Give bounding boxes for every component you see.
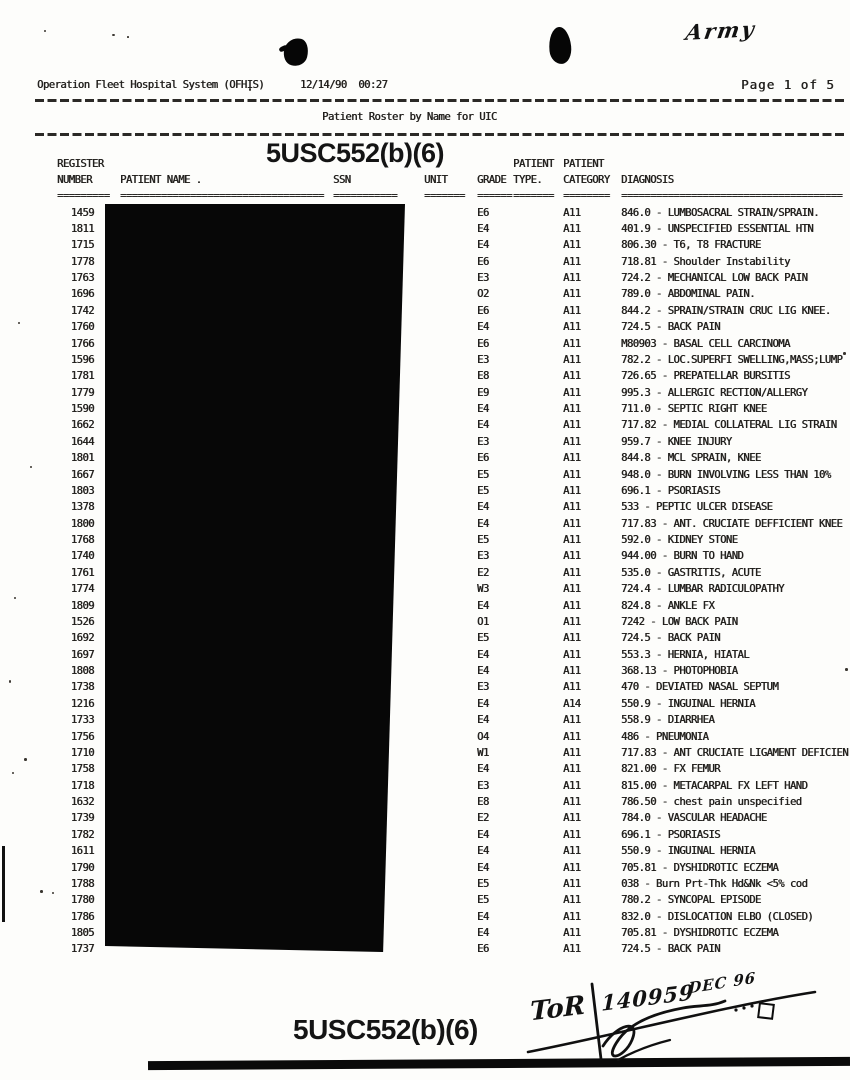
- col-header-register-1: REGISTER: [57, 158, 104, 170]
- category-cell: A11: [563, 452, 581, 465]
- handwritten-number: 140959: [601, 979, 695, 1016]
- ink-blob: [281, 36, 311, 69]
- category-cell: A11: [563, 272, 581, 284]
- col-header-category-2: CATEGORY: [563, 174, 610, 186]
- register-cell: 1459: [70, 206, 94, 219]
- register-cell: 1692: [70, 632, 94, 645]
- diagnosis-cell: 846.0 - LUMBOSACRAL STRAIN/SPRAIN.: [621, 206, 819, 219]
- category-cell: A11: [563, 599, 581, 612]
- category-cell: A11: [563, 910, 581, 923]
- category-cell: A11: [563, 779, 581, 792]
- diagnosis-cell: 401.9 - UNSPECIFIED ESSENTIAL HTN: [621, 222, 814, 235]
- grade-cell: E4: [477, 714, 489, 727]
- grade-cell: E4: [477, 910, 489, 923]
- grade-cell: E4: [477, 222, 489, 235]
- col-header-diagnosis: DIAGNOSIS: [621, 174, 674, 186]
- grade-cell: E4: [477, 321, 489, 334]
- scan-speck: [127, 36, 129, 38]
- col-separator-name: ===================================: [120, 190, 324, 202]
- col-separator-grade: ======: [477, 190, 512, 202]
- col-separator-unit: =======: [424, 190, 465, 202]
- grade-cell: E4: [477, 697, 489, 710]
- col-header-ssn: SSN: [333, 174, 351, 186]
- category-cell: A11: [563, 337, 581, 350]
- grade-cell: E4: [477, 517, 489, 530]
- register-cell: 1696: [70, 288, 94, 301]
- register-cell: 1697: [70, 648, 94, 661]
- diagnosis-cell: 592.0 - KIDNEY STONE: [621, 534, 738, 546]
- category-cell: A11: [563, 386, 581, 399]
- category-cell: A11: [563, 648, 581, 661]
- diagnosis-cell: 696.1 - PSORIASIS: [621, 828, 720, 841]
- diagnosis-cell: 711.0 - SEPTIC RIGHT KNEE: [621, 403, 767, 415]
- grade-cell: E4: [477, 648, 489, 661]
- category-cell: A11: [563, 583, 581, 596]
- register-cell: 1758: [70, 763, 94, 776]
- grade-cell: E4: [477, 927, 489, 939]
- diagnosis-cell: 724.5 - BACK PAIN: [621, 632, 720, 645]
- diagnosis-cell: 959.7 - KNEE INJURY: [621, 435, 732, 448]
- register-cell: 1811: [70, 222, 94, 235]
- diagnosis-cell: 535.0 - GASTRITIS, ACUTE: [621, 566, 761, 579]
- col-header-grade: GRADE: [477, 174, 507, 186]
- register-cell: 1216: [70, 697, 94, 710]
- register-cell: 1761: [70, 566, 94, 579]
- grade-cell: E5: [477, 468, 489, 481]
- category-cell: A11: [563, 845, 581, 858]
- grade-cell: W1: [477, 746, 489, 759]
- handwritten-initials: ToR: [529, 990, 586, 1028]
- diagnosis-cell: 824.8 - ANKLE FX: [621, 599, 715, 612]
- diagnosis-cell: M80903 - BASAL CELL CARCINOMA: [621, 337, 790, 350]
- category-cell: A11: [563, 566, 581, 579]
- category-cell: A11: [563, 943, 581, 956]
- category-cell: A11: [563, 435, 581, 448]
- register-cell: 1782: [70, 828, 94, 841]
- category-cell: A11: [563, 239, 581, 252]
- scan-speck: [44, 30, 46, 32]
- grade-cell: E5: [477, 877, 489, 890]
- diagnosis-cell: 705.81 - DYSHIDROTIC ECZEMA: [621, 861, 779, 874]
- diagnosis-cell: 486 - PNEUMONIA: [621, 730, 709, 743]
- grade-cell: E5: [477, 632, 489, 645]
- register-cell: 1790: [70, 861, 94, 874]
- grade-cell: E4: [477, 861, 489, 874]
- grade-cell: O2: [477, 288, 489, 301]
- register-cell: 1800: [70, 517, 94, 530]
- register-cell: 1778: [70, 255, 94, 268]
- register-cell: 1733: [70, 714, 94, 727]
- category-cell: A11: [563, 812, 581, 825]
- col-separator-ssn: ===========: [333, 190, 398, 202]
- grade-cell: E9: [477, 386, 489, 399]
- diagnosis-cell: 533 - PEPTIC ULCER DISEASE: [621, 501, 773, 514]
- category-cell: A11: [563, 681, 581, 694]
- grade-cell: E6: [477, 304, 489, 317]
- diagnosis-cell: 558.9 - DIARRHEA: [621, 714, 715, 727]
- grade-cell: E3: [477, 353, 489, 366]
- system-title: Operation Fleet Hospital System (OFHIS): [37, 79, 265, 91]
- diagnosis-cell: 717.82 - MEDIAL COLLATERAL LIG STRAIN: [621, 419, 837, 432]
- category-cell: A11: [563, 419, 581, 432]
- grade-cell: E4: [477, 845, 489, 858]
- register-cell: 1632: [70, 796, 94, 808]
- register-cell: 1805: [70, 927, 94, 939]
- category-cell: A11: [563, 665, 581, 677]
- diagnosis-cell: 948.0 - BURN INVOLVING LESS THAN 10%: [621, 468, 831, 481]
- register-cell: 1781: [70, 370, 94, 383]
- grade-cell: E6: [477, 337, 489, 350]
- diagnosis-cell: 724.4 - LUMBAR RADICULOPATHY: [621, 583, 785, 596]
- grade-cell: E4: [477, 763, 489, 776]
- col-header-type-1: PATIENT: [513, 158, 554, 170]
- grade-cell: E4: [477, 828, 489, 841]
- signature-strokes: [500, 972, 845, 1077]
- privacy-act-stamp-bottom: 5USC552(b)(6): [293, 1014, 478, 1045]
- diagnosis-cell: 696.1 - PSORIASIS: [621, 484, 720, 497]
- diagnosis-cell: 782.2 - LOC.SUPERFI SWELLING,MASS;LUMP: [621, 353, 843, 366]
- register-cell: 1662: [70, 419, 94, 432]
- register-cell: 1738: [70, 681, 94, 694]
- grade-cell: E8: [477, 796, 489, 808]
- register-cell: 1715: [70, 239, 94, 252]
- diagnosis-cell: 789.0 - ABDOMINAL PAIN.: [621, 288, 755, 301]
- register-cell: 1780: [70, 894, 94, 907]
- grade-cell: E5: [477, 534, 489, 546]
- register-cell: 1737: [70, 943, 94, 956]
- register-cell: 1766: [70, 337, 94, 350]
- diagnosis-cell: 553.3 - HERNIA, HIATAL: [621, 648, 750, 661]
- diagnosis-cell: 718.81 - Shoulder Instability: [621, 255, 790, 268]
- grade-cell: E4: [477, 665, 489, 677]
- handwritten-army-note: Army: [684, 16, 758, 45]
- category-cell: A11: [563, 501, 581, 514]
- grade-cell: E5: [477, 484, 489, 497]
- register-cell: 1710: [70, 746, 94, 759]
- diagnosis-cell: 717.83 - ANT CRUCIATE LIGAMENT DEFICIEN: [621, 746, 849, 759]
- report-title: Patient Roster by Name for UIC: [322, 111, 497, 123]
- grade-cell: E6: [477, 255, 489, 268]
- register-cell: 1644: [70, 435, 94, 448]
- grade-cell: E4: [477, 239, 489, 252]
- col-header-patient-name: PATIENT NAME .: [120, 174, 202, 186]
- grade-cell: E6: [477, 452, 489, 465]
- category-cell: A11: [563, 746, 581, 759]
- diagnosis-cell: 726.65 - PREPATELLAR BURSITIS: [621, 370, 790, 383]
- register-cell: 1809: [70, 599, 94, 612]
- diagnosis-cell: 806.30 - T6, T8 FRACTURE: [621, 239, 761, 252]
- col-separator-register: =========: [57, 190, 110, 202]
- category-cell: A11: [563, 763, 581, 776]
- category-cell: A11: [563, 484, 581, 497]
- diagnosis-cell: 995.3 - ALLERGIC RECTION/ALLERGY: [621, 386, 808, 399]
- register-cell: 1763: [70, 272, 94, 284]
- register-cell: 1786: [70, 910, 94, 923]
- grade-cell: E5: [477, 894, 489, 907]
- category-cell: A14: [563, 697, 581, 710]
- col-header-register-2: NUMBER: [57, 174, 92, 186]
- diagnosis-cell: 550.9 - INGUINAL HERNIA: [621, 697, 755, 710]
- category-cell: A11: [563, 550, 581, 563]
- register-cell: 1718: [70, 779, 94, 792]
- grade-cell: E2: [477, 812, 489, 825]
- col-separator-diagnosis: ======================================: [621, 190, 843, 202]
- horizontal-rule: [35, 99, 847, 102]
- diagnosis-cell: 038 - Burn Prt-Thk Hd&Nk <5% cod: [621, 877, 808, 890]
- grade-cell: E4: [477, 403, 489, 415]
- category-cell: A11: [563, 370, 581, 383]
- diagnosis-cell: 844.2 - SPRAIN/STRAIN CRUC LIG KNEE.: [621, 304, 831, 317]
- category-cell: A11: [563, 255, 581, 268]
- register-cell: 1667: [70, 468, 94, 481]
- grade-cell: E3: [477, 435, 489, 448]
- register-cell: 1774: [70, 583, 94, 596]
- category-cell: A11: [563, 534, 581, 546]
- register-cell: 1526: [70, 615, 94, 628]
- col-header-category-1: PATIENT: [563, 158, 604, 170]
- grade-cell: E4: [477, 419, 489, 432]
- grade-cell: E3: [477, 550, 489, 563]
- col-separator-type: =======: [513, 190, 554, 202]
- diagnosis-cell: 470 - DEVIATED NASAL SEPTUM: [621, 681, 779, 694]
- register-cell: 1801: [70, 452, 94, 465]
- scan-speck: [112, 34, 115, 36]
- grade-cell: O4: [477, 730, 489, 743]
- register-cell: 1788: [70, 877, 94, 890]
- category-cell: A11: [563, 730, 581, 743]
- grade-cell: E3: [477, 779, 489, 792]
- category-cell: A11: [563, 861, 581, 874]
- grade-cell: E4: [477, 599, 489, 612]
- privacy-act-stamp-top: 5USC552(b)(6): [266, 138, 445, 168]
- handwritten-date: DEC 96: [688, 968, 757, 998]
- diagnosis-cell: 786.50 - chest pain unspecified: [621, 796, 802, 808]
- category-cell: A11: [563, 714, 581, 727]
- register-cell: 1756: [70, 730, 94, 743]
- register-cell: 1611: [70, 845, 94, 858]
- category-cell: A11: [563, 288, 581, 301]
- category-cell: A11: [563, 403, 581, 415]
- register-cell: 1590: [70, 403, 94, 415]
- diagnosis-cell: 821.00 - FX FEMUR: [621, 763, 720, 776]
- category-cell: A11: [563, 353, 581, 366]
- diagnosis-cell: 784.0 - VASCULAR HEADACHE: [621, 812, 767, 825]
- register-cell: 1742: [70, 304, 94, 317]
- category-cell: A11: [563, 796, 581, 808]
- diagnosis-cell: 724.2 - MECHANICAL LOW BACK PAIN: [621, 272, 808, 284]
- register-cell: 1779: [70, 386, 94, 399]
- register-cell: 1808: [70, 665, 94, 677]
- diagnosis-cell: 7242 - LOW BACK PAIN: [621, 615, 738, 628]
- category-cell: A11: [563, 894, 581, 907]
- grade-cell: E8: [477, 370, 489, 383]
- report-datetime: 12/14/90 00:27: [300, 79, 388, 91]
- grade-cell: E3: [477, 681, 489, 694]
- register-cell: 1740: [70, 550, 94, 563]
- category-cell: A11: [563, 517, 581, 530]
- category-cell: A11: [563, 468, 581, 481]
- page-number: Page 1 of 5: [741, 77, 835, 92]
- diagnosis-cell: 717.83 - ANT. CRUCIATE DEFFICIENT KNEE: [621, 517, 843, 530]
- register-cell: 1760: [70, 321, 94, 334]
- category-cell: A11: [563, 615, 581, 628]
- grade-cell: O1: [477, 615, 489, 628]
- category-cell: A11: [563, 206, 581, 219]
- grade-cell: E2: [477, 566, 489, 579]
- category-cell: A11: [563, 321, 581, 334]
- col-header-type-2: TYPE.: [513, 174, 543, 186]
- register-cell: 1596: [70, 353, 94, 366]
- register-cell: 1378: [70, 501, 94, 514]
- category-cell: A11: [563, 304, 581, 317]
- grade-cell: E3: [477, 272, 489, 284]
- grade-cell: E6: [477, 206, 489, 219]
- diagnosis-cell: 832.0 - DISLOCATION ELBO (CLOSED): [621, 910, 814, 923]
- diagnosis-cell: 815.00 - METACARPAL FX LEFT HAND: [621, 779, 808, 792]
- col-header-unit: UNIT: [424, 174, 448, 186]
- category-cell: A11: [563, 877, 581, 890]
- grade-cell: E4: [477, 501, 489, 514]
- diagnosis-cell: 724.5 - BACK PAIN: [621, 943, 720, 956]
- left-margin-line: [2, 846, 5, 922]
- diagnosis-cell: 550.9 - INGUINAL HERNIA: [621, 845, 755, 858]
- diagnosis-cell: 780.2 - SYNCOPAL EPISODE: [621, 894, 761, 907]
- ink-blob: [547, 26, 573, 65]
- horizontal-rule: [35, 133, 847, 136]
- col-separator-category: ========: [563, 190, 610, 202]
- redaction-block: [105, 204, 405, 952]
- grade-cell: W3: [477, 583, 489, 596]
- register-cell: 1768: [70, 534, 94, 546]
- category-cell: A11: [563, 632, 581, 645]
- diagnosis-cell: 724.5 - BACK PAIN: [621, 321, 720, 334]
- category-cell: A11: [563, 828, 581, 841]
- diagnosis-cell: 368.13 - PHOTOPHOBIA: [621, 665, 738, 677]
- diagnosis-cell: 844.8 - MCL SPRAIN, KNEE: [621, 452, 761, 465]
- diagnosis-cell: 705.81 - DYSHIDROTIC ECZEMA: [621, 927, 779, 939]
- diagnosis-cell: 944.00 - BURN TO HAND: [621, 550, 744, 563]
- register-cell: 1803: [70, 484, 94, 497]
- grade-cell: E6: [477, 943, 489, 956]
- category-cell: A11: [563, 927, 581, 939]
- register-cell: 1739: [70, 812, 94, 825]
- category-cell: A11: [563, 222, 581, 235]
